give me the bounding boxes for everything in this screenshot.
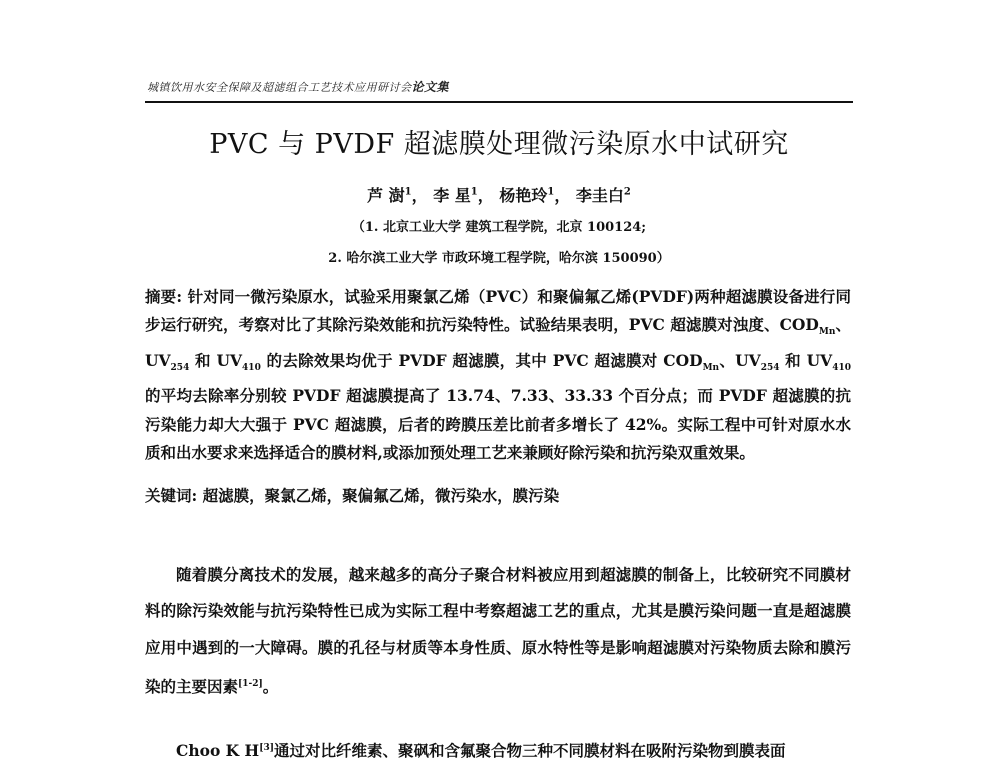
abstract-text: 、UV xyxy=(719,350,761,370)
running-head-series: 城镇饮用水安全保障及超滤组合工艺技术应用研讨会 xyxy=(147,81,412,94)
author-name: 芦 澍 xyxy=(367,186,405,205)
author-name: 杨艳玲 xyxy=(499,186,548,205)
affiliation-1: （1. 北京工业大学 建筑工程学院，北京 100124; xyxy=(351,220,647,235)
keywords xyxy=(145,484,851,506)
abstract-text: 、UV xyxy=(145,315,851,370)
body-paragraph xyxy=(145,730,851,770)
subscript: 254 xyxy=(170,363,190,373)
author-affil-mark: 1 xyxy=(404,186,412,198)
keywords-label: 关键词: xyxy=(145,486,198,505)
abstract-label: 摘要: xyxy=(145,287,183,306)
affiliation-2: 2. 哈尔滨工业大学 市政环境工程学院，哈尔滨 150090） xyxy=(328,251,670,266)
paragraph-text: 随着膜分离技术的发展，越来越多的高分子聚合材料被应用到超滤膜的制备上，比较研究不同膜材料的除污染效能与抗污染特性已成为实际工程中考察超滤工艺的重点，尤其是膜污染问题一直是超滤膜应用中遇到的一大障碍。膜的孔径与材质等本身性质、原水特性等是影响超滤膜对污染物质去除和膜污染的主要因素 xyxy=(145,565,851,697)
abstract-text: 针对同一微污染原水，试验采用聚氯乙烯（PVC）和聚偏氟乙烯(PVDF)两种超滤膜设备进行同步运行研究，考察对比了其除污染效能和抗污染特性。试验结果表明，PVC 超滤膜对浊度、COD xyxy=(145,287,851,335)
subscript: 410 xyxy=(242,363,261,373)
header-rule xyxy=(145,101,853,103)
author-name: 李圭白 xyxy=(575,186,624,205)
subscript: Mn xyxy=(702,363,720,373)
paragraph-text: Choo K H xyxy=(176,741,260,761)
author-affil-mark: 1 xyxy=(547,186,555,198)
abstract-text: 的平均去除率分别较 PVDF 超滤膜提高了 13.74、7.33、33.33 个百分点；而 PVDF 超滤膜的抗污染能力却大大强于 PVC 超滤膜，后者的跨膜压差比前者多增长了 42%。实际工程中可针对原水水质和出水要求来选择适合的膜材料,或添加预处理工艺来兼顾好除污染和抗污染双重效果。 xyxy=(145,386,851,463)
abstract xyxy=(145,283,851,468)
running-head xyxy=(147,78,449,95)
abstract-text: 和 UV xyxy=(189,350,243,370)
keywords-text: 超滤膜，聚氯乙烯，聚偏氟乙烯，微污染水，膜污染 xyxy=(197,486,560,505)
paper-title: PVC 与 PVDF 超滤膜处理微污染原水中试研究 xyxy=(209,129,789,160)
abstract-text: 和 UV xyxy=(779,350,833,370)
subscript: 410 xyxy=(832,363,851,373)
paragraph-text: 通过对比纤维素、聚砜和含氟聚合物三种不同膜材料在吸附污染物到膜表面 xyxy=(273,741,786,761)
author-affil-mark: 1 xyxy=(470,186,478,198)
author-name: 李 星 xyxy=(433,186,471,205)
body-paragraph xyxy=(145,557,851,706)
citation-ref: [1-2] xyxy=(238,679,263,690)
author-list: 芦 澍$^1$， 李 星$^1$， 杨艳玲$^1$， 李圭白$^2$ xyxy=(367,186,631,205)
abstract-text: 的去除效果均优于 PVDF 超滤膜，其中 PVC 超滤膜对 COD xyxy=(260,350,703,370)
subscript: Mn xyxy=(818,327,836,338)
subscript: 254 xyxy=(760,363,780,373)
citation-ref: [3] xyxy=(259,743,274,753)
running-head-collection: 论文集 xyxy=(411,80,450,94)
paragraph-text: 。 xyxy=(262,677,279,697)
author-affil-mark: 2 xyxy=(623,186,631,198)
